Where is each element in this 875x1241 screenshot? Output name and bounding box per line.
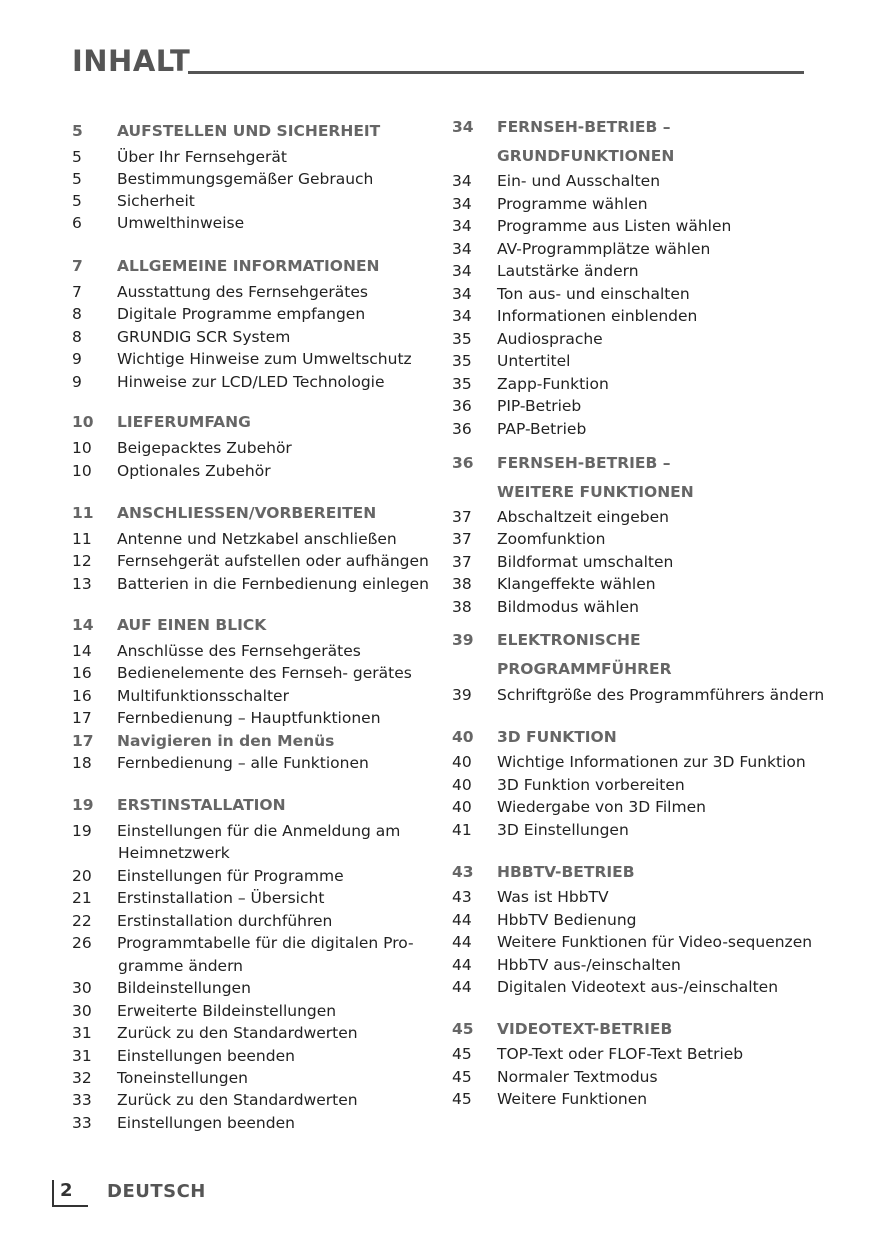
toc-entry-title: Fernbedienung – alle Funktionen [117,754,369,772]
toc-entry-title: WEITERE FUNKTIONEN [497,483,694,501]
toc-page-number: 39 [452,686,472,704]
toc-entry-title: HbbTV aus-/einschalten [497,956,681,974]
toc-entry-title: Programme wählen [497,195,648,213]
toc-page-number: 31 [72,1047,92,1065]
toc-entry-title: Batterien in die Fernbedienung einlegen [117,575,429,593]
toc-page-number: 5 [72,122,83,140]
toc-page-number: 34 [452,307,472,325]
toc-page-number: 26 [72,934,92,952]
toc-page-number: 40 [452,798,472,816]
toc-page-number: 18 [72,754,92,772]
toc-page-number: 38 [452,598,472,616]
toc-entry-title: ALLGEMEINE INFORMATIONEN [117,257,380,275]
toc-entry-title: Erweiterte Bildeinstellungen [117,1002,337,1020]
toc-entry-title: Untertitel [497,352,571,370]
toc-entry-title: Weitere Funktionen [497,1090,648,1108]
toc-entry-title: Was ist HbbTV [497,888,609,906]
toc-page-number: 20 [72,867,92,885]
toc-entry-title: HbbTV Bedienung [497,911,637,929]
toc-entry-title: gramme ändern [118,957,243,975]
toc-page-number: 10 [72,439,92,457]
toc-page-number: 44 [452,956,472,974]
toc-entry-title: Optionales Zubehör [117,462,271,480]
toc-entry-title: Bestimmungsgemäßer Gebrauch [117,170,374,188]
toc-page-number: 40 [452,728,474,746]
toc-page-number: 45 [452,1068,472,1086]
toc-entry-title: Zurück zu den Standardwerten [117,1024,358,1042]
toc-entry-title: Toneinstellungen [117,1069,248,1087]
toc-page-number: 36 [452,454,474,472]
toc-page-number: 16 [72,664,92,682]
toc-entry-title: Ton aus- und einschalten [497,285,690,303]
toc-entry-title: Heimnetzwerk [118,844,230,862]
toc-entry-title: 3D Einstellungen [497,821,629,839]
toc-page-number: 35 [452,330,472,348]
toc-entry-title: LIEFERUMFANG [117,413,251,431]
toc-page-number: 37 [452,508,472,526]
toc-entry-title: Erstinstallation – Übersicht [117,889,325,907]
footer-bar [52,1180,54,1206]
toc-entry-title: GRUNDIG SCR System [117,328,291,346]
toc-page-number: 43 [452,863,474,881]
toc-page-number: 10 [72,462,92,480]
toc-page-number: 12 [72,552,92,570]
toc-page-number: 14 [72,642,92,660]
toc-entry-title: FERNSEH-BETRIEB – [497,118,671,136]
toc-page-number: 19 [72,796,94,814]
page-number-underline [52,1205,88,1207]
toc-page-number: 34 [452,172,472,190]
toc-page-number: 5 [72,170,82,188]
toc-entry-title: Beigepacktes Zubehör [117,439,292,457]
toc-page-number: 31 [72,1024,92,1042]
toc-page-number: 44 [452,911,472,929]
toc-entry-title: ANSCHLIESSEN/VORBEREITEN [117,504,377,522]
toc-entry-title: Einstellungen beenden [117,1047,295,1065]
toc-entry-title: Programmtabelle für die digitalen Pro- [117,934,414,952]
toc-entry-title: Digitale Programme empfangen [117,305,366,323]
toc-page-number: 22 [72,912,92,930]
toc-entry-title: Fernsehgerät aufstellen oder aufhängen [117,552,429,570]
toc-entry-title: Hinweise zur LCD/LED Technologie [117,373,385,391]
toc-page-number: 9 [72,350,82,368]
toc-page-number: 45 [452,1090,472,1108]
toc-page-number: 11 [72,504,94,522]
page-footer [52,1178,252,1208]
toc-entry-title: Ausstattung des Fernsehgerätes [117,283,368,301]
toc-entry-title: AUFSTELLEN UND SICHERHEIT [117,122,381,140]
toc-entry-title: Bildmodus wählen [497,598,639,616]
toc-entry-title: VIDEOTEXT-BETRIEB [497,1020,673,1038]
toc-entry-title: Programme aus Listen wählen [497,217,732,235]
toc-entry-title: PAP-Betrieb [497,420,587,438]
toc-entry-title: ELEKTRONISCHE [497,631,641,649]
toc-entry-title: Über Ihr Fernsehgerät [117,148,288,166]
toc-page-number: 14 [72,616,94,634]
toc-entry-title: Informationen einblenden [497,307,698,325]
toc-page-number: 45 [452,1045,472,1063]
toc-page-number: 40 [452,776,472,794]
toc-entry-title: Wichtige Informationen zur 3D Funktion [497,753,806,771]
toc-page-number: 37 [452,553,472,571]
toc-page-number: 16 [72,687,92,705]
toc-page-number: 34 [452,118,474,136]
toc-entry-title: Anschlüsse des Fernsehgerätes [117,642,361,660]
toc-page-number: 43 [452,888,472,906]
toc-entry-title: HBBTV-BETRIEB [497,863,635,881]
toc-page-number: 34 [452,217,472,235]
toc-page-number: 41 [452,821,472,839]
toc-page-number: 19 [72,822,92,840]
toc-page-number: 44 [452,933,472,951]
toc-entry-title: GRUNDFUNKTIONEN [497,147,675,165]
toc-entry-title: Antenne und Netzkabel anschließen [117,530,397,548]
toc-page-number: 33 [72,1114,92,1132]
toc-entry-title: Bildeinstellungen [117,979,251,997]
toc-entry-title: Fernbedienung – Hauptfunktionen [117,709,381,727]
toc-page-number: 5 [72,192,82,210]
toc-entry-title: Wichtige Hinweise zum Umweltschutz [117,350,412,368]
toc-entry-title: 3D Funktion vorbereiten [497,776,685,794]
toc-entry-title: Klangeffekte wählen [497,575,656,593]
toc-page-number: 30 [72,979,92,997]
toc-page-number: 32 [72,1069,92,1087]
page-header [72,44,804,80]
toc-page-number: 34 [452,195,472,213]
toc-page-number: 44 [452,978,472,996]
toc-page-number: 17 [72,732,94,750]
toc-page-number: 33 [72,1091,92,1109]
toc-entry-title: Audiosprache [497,330,603,348]
toc-entry-title: Bildformat umschalten [497,553,674,571]
toc-page-number: 21 [72,889,92,907]
toc-entry-title: Wiedergabe von 3D Filmen [497,798,706,816]
toc-entry-title: Lautstärke ändern [497,262,639,280]
toc-page-number: 13 [72,575,92,593]
page-number: 2 [60,1180,73,1201]
toc-entry-title: Zapp-Funktion [497,375,609,393]
toc-page-number: 9 [72,373,82,391]
toc-page-number: 34 [452,262,472,280]
toc-entry-title: ERSTINSTALLATION [117,796,286,814]
toc-page-number: 34 [452,240,472,258]
toc-entry-title: PIP-Betrieb [497,397,582,415]
toc-entry-title: Navigieren in den Menüs [117,732,335,750]
page-title: INHALT [72,44,191,78]
toc-entry-title: Normaler Textmodus [497,1068,658,1086]
toc-entry-title: Sicherheit [117,192,195,210]
toc-page-number: 7 [72,283,82,301]
toc-entry-title: Zurück zu den Standardwerten [117,1091,358,1109]
toc-page-number: 40 [452,753,472,771]
toc-page-number: 11 [72,530,92,548]
toc-entry-title: Bedienelemente des Fernseh- gerätes [117,664,412,682]
toc-entry-title: FERNSEH-BETRIEB – [497,454,671,472]
toc-entry-title: Zoomfunktion [497,530,606,548]
toc-page-number: 5 [72,148,82,166]
toc-page-number: 6 [72,214,82,232]
toc-entry-title: AUF EINEN BLICK [117,616,267,634]
toc-entry-title: Weitere Funktionen für Video-sequenzen [497,933,813,951]
toc-entry-title: TOP-Text oder FLOF-Text Betrieb [497,1045,744,1063]
toc-entry-title: Einstellungen für Programme [117,867,344,885]
toc-page-number: 38 [452,575,472,593]
toc-page-number: 10 [72,413,94,431]
toc-entry-title: Digitalen Videotext aus-/einschalten [497,978,779,996]
toc-page-number: 36 [452,420,472,438]
toc-page-number: 37 [452,530,472,548]
toc-entry-title: PROGRAMMFÜHRER [497,660,672,678]
toc-page-number: 36 [452,397,472,415]
toc-page-number: 8 [72,328,82,346]
toc-entry-title: 3D FUNKTION [497,728,617,746]
title-rule [188,71,804,74]
toc-entry-title: Ein- und Ausschalten [497,172,661,190]
toc-page-number: 34 [452,285,472,303]
toc-entry-title: Einstellungen beenden [117,1114,295,1132]
toc-page-number: 35 [452,352,472,370]
toc-page-number: 30 [72,1002,92,1020]
toc-entry-title: Abschaltzeit eingeben [497,508,669,526]
toc-entry-title: Schriftgröße des Programmführers ändern [497,686,825,704]
toc-page-number: 8 [72,305,82,323]
toc-page-number: 35 [452,375,472,393]
toc-page-number: 7 [72,257,83,275]
toc-entry-title: Erstinstallation durchführen [117,912,333,930]
toc-entry-title: AV-Programmplätze wählen [497,240,711,258]
toc-page-number: 45 [452,1020,474,1038]
toc-entry-title: Einstellungen für die Anmeldung am [117,822,401,840]
toc-entry-title: Umwelthinweise [117,214,245,232]
toc-entry-title: Multifunktionsschalter [117,687,289,705]
footer-language: DEUTSCH [107,1181,206,1202]
toc-page-number: 39 [452,631,474,649]
toc-page-number: 17 [72,709,92,727]
